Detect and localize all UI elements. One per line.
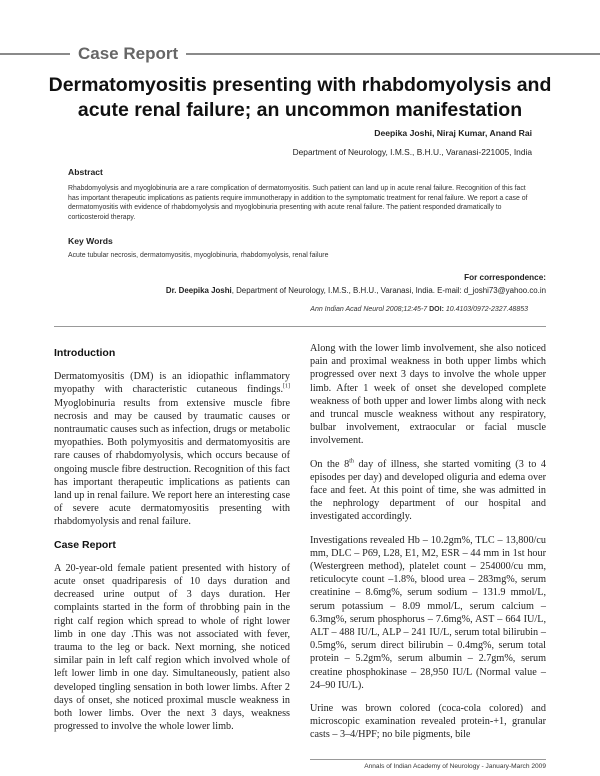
correspondence-details: , Department of Neurology, I.M.S., B.H.U., Varanasi, India. E-mail: d_joshi73@yahoo.co.in — [231, 286, 546, 295]
abstract-heading: Abstract — [68, 167, 103, 177]
correspondence-name: Dr. Deepika Joshi — [165, 286, 232, 295]
citation-line — [310, 306, 528, 313]
reference-marker: [1] — [283, 384, 290, 391]
intro-text-b: Myoglobinuria results from extensive muscle fibre necrosis and may be caused by traumatic causes or nontraumatic causes such as infection, drugs or metabolic myopathies. Both polymyositis and dermatomyositis are rare causes of rhabdomyolysis, which occurs because of ongoing muscle fibre destruction. Recognition of this fact has important therapeutic implications as patients can land up in renal failure. We report here an interesting case of severe acute dermatomyositis presenting with rhabdomyolysis and renal failure. — [54, 397, 290, 528]
header-divider — [54, 326, 546, 327]
author-affiliation: Department of Neurology, I.M.S., B.H.U., Varanasi-221005, India — [292, 147, 532, 157]
left-column — [54, 342, 290, 743]
p3-text-b: day of illness, she started vomiting (3 to 4 episodes per day) and developed oliguria and edema over face and feet. At this point of time, she was admitted in the nephrology department of our hospital and investigated accordingly. — [310, 458, 546, 523]
urine-paragraph: Urine was brown colored (coca-cola colored) and microscopic examination revealed protein-+1, granular casts – 3–4/HPF; no bile pigments, bile — [310, 703, 546, 741]
introduction-paragraph — [54, 370, 290, 528]
case-paragraph-2: Along with the lower limb involvement, she also noticed pain and proximal weakness in both upper limbs which progressed over next 3 days to involve the whole upper limb. After 1 week of onset she developed complete weakness of both upper and lower limbs along with neck and truncal muscle weakness without any respiratory, bulbar involvement, extraocular or facial muscle involvement. — [310, 343, 546, 447]
case-report-heading: Case Report — [54, 538, 116, 551]
keywords-heading: Key Words — [68, 236, 113, 246]
intro-text-a: Dermatomyositis (DM) is an idiopathic inflammatory myopathy with characteristic cutaneous findings. — [54, 371, 290, 396]
journal-footer: Annals of Indian Academy of Neurology - January-March 2009 — [364, 763, 546, 770]
introduction-heading: Introduction — [54, 347, 116, 359]
abstract-text: Rhabdomyolysis and myoglobinuria are a rare complication of dermatomyositis. Such patient can land up in acute renal failure. Recognition of this fact has important therapeutic implications as patients require immunotherapy in addition to the symptomatic treatment for renal failure. We report a case of dermatomyositis with evidence of rhabdomyolysis and myoglobinuria presenting with acute renal failure. The patient responded dramatically to corticosteroid therapy. — [68, 185, 528, 221]
author-list: Deepika Joshi, Niraj Kumar, Anand Rai — [374, 128, 532, 138]
case-paragraph: A 20-year-old female patient presented with history of acute onset quadriparesis of 10 days duration and decreased urine output of 3 days duration. Her complaints started in the form of throbbing pain in the right calf region which spread to whole of right lower limb in one day .This was not associated with fever, trauma to the leg or back. Next morning, she noticed similar pain in left calf region which involved whole of left lower limb in one day. Simultaneously, patient also developed tingling sensation in both lower limbs. After 2 days of onset, she noticed proximal muscle weakness in both lower limbs. Over the next 3 days, weakness progressed to involve the whole lower limb. — [54, 562, 290, 733]
correspondence-line — [166, 286, 546, 295]
section-banner — [0, 42, 600, 66]
case-paragraph-3 — [310, 458, 546, 524]
ordinal-suffix: th — [349, 458, 354, 465]
footer-rule — [310, 759, 546, 760]
section-label: Case Report — [70, 42, 186, 66]
doi-value: 10.4103/0972-2327.48853 — [445, 306, 528, 313]
keywords-text: Acute tubular necrosis, dermatomyositis, myoglobinuria, rhabdomyolysis, renal failure — [68, 252, 329, 259]
p3-text-a: On the 8 — [310, 458, 350, 470]
doi-label: DOI: — [429, 306, 444, 313]
correspondence-heading: For correspondence: — [464, 273, 546, 282]
citation-journal: Ann Indian Acad Neurol 2008;12:45-7 — [310, 306, 428, 313]
article-title: Dermatomyositis presenting with rhabdomyolysis and acute renal failure; an uncommon manifestation — [48, 74, 552, 121]
right-column — [310, 342, 546, 752]
investigations-paragraph: Investigations revealed Hb – 10.2gm%, TLC – 13,800/cu mm, DLC – P69, L28, E1, M2, ESR – 44 mm in 1st hour (Westergreen method), platelet count – 254000/cu mm, reticulocyte count –1.8%, blood urea – 283mg%, serum creatinine – 8.6mg%, serum sodium – 131.9 mmol/L, serum potassium – 8.09 mmol/L, serum calcium – 6.3mg%, serum phosphorus – 7.6mg%, AST – 664 IU/L, ALT – 488 IU/L, ALP – 241 IU/L, serum total bilirubin – 0.5mg%, serum direct bilirubin – 0.4mg%, serum total protein – 5.2gm%, serum albumin – 2.7gm%, serum creatine phosphokinase – 28,950 IU/L (Normal value – 24–90 IU/L). — [310, 534, 546, 691]
